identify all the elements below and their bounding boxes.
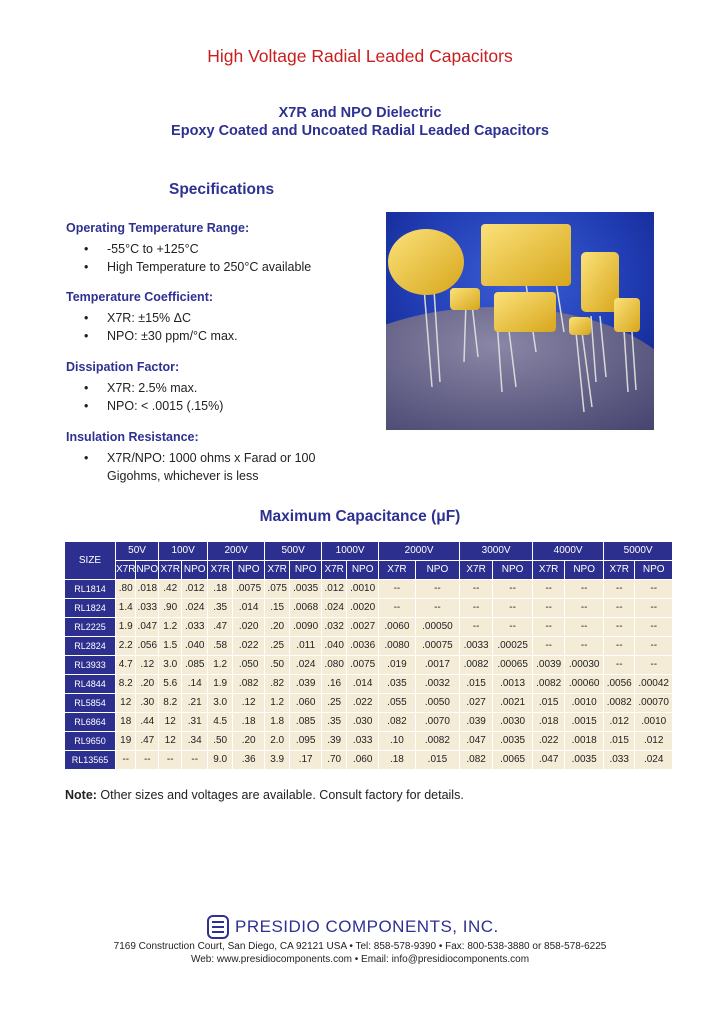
- capacitance-cell: .030: [347, 713, 379, 732]
- size-header: SIZE: [65, 542, 116, 580]
- dielectric-header: NPO: [347, 561, 379, 580]
- capacitance-cell: .012: [182, 580, 208, 599]
- capacitance-cell: .014: [233, 599, 265, 618]
- capacitance-cell: .17: [290, 751, 322, 770]
- dielectric-header-row: [65, 561, 673, 580]
- list-item: • X7R: ±15% ΔC: [66, 309, 238, 327]
- capacitance-cell: --: [565, 618, 604, 637]
- capacitance-cell: --: [604, 599, 635, 618]
- capacitance-cell: .024: [290, 656, 322, 675]
- table-row: [65, 580, 673, 599]
- list-item: • High Temperature to 250°C available: [66, 258, 311, 276]
- capacitance-cell: 12: [159, 713, 182, 732]
- capacitance-cell: .027: [460, 694, 493, 713]
- capacitance-cell: .00060: [565, 675, 604, 694]
- capacitance-cell: .34: [182, 732, 208, 751]
- voltage-header-row: [65, 542, 673, 561]
- capacitance-cell: .0013: [493, 675, 533, 694]
- table-row: [65, 675, 673, 694]
- capacitance-cell: .00070: [635, 694, 673, 713]
- capacitance-cell: .36: [233, 751, 265, 770]
- capacitor-product-photo: [386, 212, 654, 430]
- capacitance-cell: --: [533, 618, 565, 637]
- capacitance-cell: 19: [116, 732, 136, 751]
- capacitance-cell: 1.8: [265, 713, 290, 732]
- capacitance-cell: .060: [347, 751, 379, 770]
- address-line: 7169 Construction Court, San Diego, CA 92121 USA • Tel: 858-578-9390 • Fax: 800-538-3880 or 858-578-6225: [113, 941, 607, 952]
- capacitance-cell: .033: [182, 618, 208, 637]
- voltage-header: 50V: [116, 542, 159, 561]
- capacitance-cell: .80: [116, 580, 136, 599]
- subtitle-capacitors: Epoxy Coated and Uncoated Radial Leaded Capacitors: [171, 123, 549, 139]
- capacitance-cell: .0015: [565, 713, 604, 732]
- capacitance-cell: --: [604, 580, 635, 599]
- capacitance-cell: .0010: [347, 580, 379, 599]
- list-item: • NPO: ±30 ppm/°C max.: [66, 327, 238, 345]
- capacitance-cell: 12: [116, 694, 136, 713]
- capacitance-cell: 1.2: [265, 694, 290, 713]
- table-row: [65, 751, 673, 770]
- voltage-header: 4000V: [533, 542, 604, 561]
- capacitance-cell: .00042: [635, 675, 673, 694]
- dielectric-header: X7R: [379, 561, 416, 580]
- capacitance-cell: .20: [233, 732, 265, 751]
- capacitance-cell: .50: [208, 732, 233, 751]
- capacitance-cell: .050: [233, 656, 265, 675]
- dielectric-header: NPO: [493, 561, 533, 580]
- capacitance-cell: .0082: [415, 732, 459, 751]
- capacitance-cell: .35: [208, 599, 233, 618]
- dielectric-header: X7R: [208, 561, 233, 580]
- capacitance-cell: 3.9: [265, 751, 290, 770]
- capacitance-cell: .012: [635, 732, 673, 751]
- capacitance-cell: .0090: [290, 618, 322, 637]
- dielectric-header: X7R: [322, 561, 347, 580]
- capacitance-cell: .0082: [460, 656, 493, 675]
- capacitance-cell: 1.5: [159, 637, 182, 656]
- capacitance-cell: .0021: [493, 694, 533, 713]
- capacitance-cell: .21: [182, 694, 208, 713]
- capacitance-cell: 1.2: [159, 618, 182, 637]
- capacitance-cell: .18: [233, 713, 265, 732]
- capacitance-cell: .014: [347, 675, 379, 694]
- capacitance-cell: .18: [379, 751, 416, 770]
- dielectric-header: NPO: [415, 561, 459, 580]
- capacitance-cell: .060: [290, 694, 322, 713]
- capacitance-cell: .082: [233, 675, 265, 694]
- voltage-header: 100V: [159, 542, 208, 561]
- table-row: [65, 618, 673, 637]
- capacitance-cell: .31: [182, 713, 208, 732]
- capacitance-cell: .0039: [533, 656, 565, 675]
- capacitance-cell: .25: [265, 637, 290, 656]
- capacitance-cell: .020: [233, 618, 265, 637]
- capacitance-cell: .58: [208, 637, 233, 656]
- capacitance-cell: .0032: [415, 675, 459, 694]
- capacitance-cell: --: [182, 751, 208, 770]
- capacitance-cell: 3.0: [208, 694, 233, 713]
- capacitance-cell: .42: [159, 580, 182, 599]
- capacitance-cell: .50: [265, 656, 290, 675]
- capacitance-cell: .015: [533, 694, 565, 713]
- capacitance-cell: .0070: [415, 713, 459, 732]
- capacitance-cell: .024: [635, 751, 673, 770]
- capacitance-cell: .90: [159, 599, 182, 618]
- presidio-logo-icon: [207, 915, 229, 939]
- list-item: • X7R: 2.5% max.: [66, 379, 223, 397]
- size-cell: RL1824: [65, 599, 116, 618]
- capacitance-cell: --: [604, 618, 635, 637]
- capacitance-cell: .0010: [565, 694, 604, 713]
- capacitance-cell: .012: [322, 580, 347, 599]
- capacitance-cell: .0060: [379, 618, 416, 637]
- capacitance-cell: .14: [182, 675, 208, 694]
- specifications-heading: Specifications: [169, 181, 275, 198]
- size-cell: RL13565: [65, 751, 116, 770]
- capacitance-cell: .018: [136, 580, 159, 599]
- voltage-header: 2000V: [379, 542, 460, 561]
- capacitance-cell: --: [493, 599, 533, 618]
- size-cell: RL6864: [65, 713, 116, 732]
- capacitance-cell: --: [159, 751, 182, 770]
- dielectric-header: NPO: [182, 561, 208, 580]
- capacitance-cell: .0082: [604, 694, 635, 713]
- capacitance-cell: .44: [136, 713, 159, 732]
- capacitance-cell: .0065: [493, 751, 533, 770]
- dissipation-factor-heading: Dissipation Factor:: [66, 360, 180, 374]
- size-cell: RL9650: [65, 732, 116, 751]
- capacitance-cell: .70: [322, 751, 347, 770]
- capacitance-cell: --: [635, 580, 673, 599]
- capacitance-cell: 8.2: [116, 675, 136, 694]
- capacitance-cell: .0080: [379, 637, 416, 656]
- capacitance-cell: .0020: [347, 599, 379, 618]
- capacitance-cell: .15: [265, 599, 290, 618]
- size-cell: RL2824: [65, 637, 116, 656]
- capacitance-cell: 1.9: [208, 675, 233, 694]
- capacitance-table: [64, 541, 673, 770]
- capacitance-cell: .0082: [533, 675, 565, 694]
- capacitance-cell: .00050: [415, 618, 459, 637]
- capacitance-cell: .085: [290, 713, 322, 732]
- temperature-coefficient-heading: Temperature Coefficient:: [66, 290, 214, 304]
- capacitance-cell: 1.4: [116, 599, 136, 618]
- capacitance-cell: .082: [379, 713, 416, 732]
- capacitance-cell: --: [565, 580, 604, 599]
- capacitance-cell: .095: [290, 732, 322, 751]
- capacitance-cell: .047: [533, 751, 565, 770]
- table-row: [65, 713, 673, 732]
- capacitance-cell: .20: [265, 618, 290, 637]
- size-cell: RL3933: [65, 656, 116, 675]
- table-row: [65, 637, 673, 656]
- capacitance-cell: .0018: [565, 732, 604, 751]
- capacitance-cell: 1.2: [208, 656, 233, 675]
- note: [65, 788, 464, 802]
- capacitance-cell: 5.6: [159, 675, 182, 694]
- capacitance-cell: .047: [136, 618, 159, 637]
- subtitle-dielectric: X7R and NPO Dielectric: [278, 105, 442, 121]
- note-text: Other sizes and voltages are available. Consult factory for details.: [96, 788, 464, 802]
- capacitance-cell: --: [379, 599, 416, 618]
- dielectric-header: X7R: [265, 561, 290, 580]
- capacitance-cell: .00030: [565, 656, 604, 675]
- capacitors-illustration: [386, 212, 654, 430]
- dielectric-header: X7R: [533, 561, 565, 580]
- capacitance-cell: --: [379, 580, 416, 599]
- table-row: [65, 732, 673, 751]
- capacitance-cell: .0033: [460, 637, 493, 656]
- capacitance-cell: 3.0: [159, 656, 182, 675]
- operating-temperature-heading: Operating Temperature Range:: [66, 221, 250, 235]
- capacitance-cell: --: [635, 618, 673, 637]
- capacitance-cell: 2.0: [265, 732, 290, 751]
- capacitance-cell: --: [565, 599, 604, 618]
- dielectric-header: X7R: [460, 561, 493, 580]
- capacitance-cell: .011: [290, 637, 322, 656]
- capacitance-cell: .056: [136, 637, 159, 656]
- dielectric-header: NPO: [290, 561, 322, 580]
- capacitance-cell: .015: [460, 675, 493, 694]
- voltage-header: 200V: [208, 542, 265, 561]
- capacitance-cell: 18: [116, 713, 136, 732]
- capacitance-cell: 12: [159, 732, 182, 751]
- capacitance-cell: .022: [347, 694, 379, 713]
- capacitance-cell: --: [415, 599, 459, 618]
- capacitance-cell: --: [493, 580, 533, 599]
- dielectric-header: NPO: [635, 561, 673, 580]
- dielectric-header: X7R: [116, 561, 136, 580]
- capacitance-cell: .033: [604, 751, 635, 770]
- capacitance-cell: 9.0: [208, 751, 233, 770]
- capacitance-cell: .055: [379, 694, 416, 713]
- capacitance-cell: --: [460, 599, 493, 618]
- capacitance-cell: .0068: [290, 599, 322, 618]
- company-logo: [207, 914, 499, 940]
- capacitance-cell: --: [493, 618, 533, 637]
- dielectric-header: NPO: [136, 561, 159, 580]
- note-label: Note:: [65, 788, 97, 802]
- capacitance-cell: .00025: [493, 637, 533, 656]
- capacitance-cell: .085: [182, 656, 208, 675]
- operating-temperature-list: [66, 240, 311, 276]
- capacitance-cell: .0050: [415, 694, 459, 713]
- capacitance-cell: --: [565, 637, 604, 656]
- capacitance-cell: .035: [379, 675, 416, 694]
- company-name: PRESIDIO COMPONENTS, INC.: [235, 917, 499, 936]
- capacitance-cell: --: [533, 599, 565, 618]
- capacitance-cell: --: [116, 751, 136, 770]
- capacitance-cell: --: [635, 656, 673, 675]
- size-cell: RL2225: [65, 618, 116, 637]
- capacitance-cell: .25: [322, 694, 347, 713]
- size-cell: RL5854: [65, 694, 116, 713]
- dissipation-factor-list: [66, 379, 223, 415]
- capacitance-cell: --: [635, 599, 673, 618]
- size-cell: RL1814: [65, 580, 116, 599]
- capacitance-cell: .18: [208, 580, 233, 599]
- capacitance-cell: .0075: [347, 656, 379, 675]
- capacitance-cell: .075: [265, 580, 290, 599]
- dielectric-header: X7R: [604, 561, 635, 580]
- capacitance-cell: --: [415, 580, 459, 599]
- capacitance-cell: .16: [322, 675, 347, 694]
- capacitance-cell: --: [635, 637, 673, 656]
- capacitance-cell: .022: [533, 732, 565, 751]
- capacitance-cell: .0030: [493, 713, 533, 732]
- insulation-resistance-heading: Insulation Resistance:: [66, 430, 199, 444]
- temperature-coefficient-list: [66, 309, 238, 345]
- table-title: Maximum Capacitance (μF): [259, 508, 461, 525]
- capacitance-cell: --: [604, 637, 635, 656]
- list-item: • X7R/NPO: 1000 ohms x Farad or 100 Gigohms, whichever is less: [66, 449, 366, 485]
- dielectric-header: NPO: [233, 561, 265, 580]
- table-row: [65, 599, 673, 618]
- capacitance-cell: .12: [136, 656, 159, 675]
- capacitance-cell: .019: [379, 656, 416, 675]
- capacitance-cell: .47: [208, 618, 233, 637]
- voltage-header: 3000V: [460, 542, 533, 561]
- capacitance-cell: .024: [182, 599, 208, 618]
- capacitance-cell: .47: [136, 732, 159, 751]
- list-item: • -55°C to +125°C: [66, 240, 311, 258]
- capacitance-cell: .015: [415, 751, 459, 770]
- capacitance-cell: --: [533, 580, 565, 599]
- capacitance-cell: .040: [182, 637, 208, 656]
- capacitance-cell: .047: [460, 732, 493, 751]
- capacitance-cell: .35: [322, 713, 347, 732]
- capacitance-cell: --: [136, 751, 159, 770]
- capacitance-cell: .12: [233, 694, 265, 713]
- capacitance-cell: .0010: [635, 713, 673, 732]
- insulation-resistance-list: [66, 449, 366, 485]
- page-title: High Voltage Radial Leaded Capacitors: [207, 46, 513, 66]
- capacitance-cell: .82: [265, 675, 290, 694]
- voltage-header: 500V: [265, 542, 322, 561]
- size-cell: RL4844: [65, 675, 116, 694]
- table-row: [65, 694, 673, 713]
- web-line: Web: www.presidiocomponents.com • Email: info@presidiocomponents.com: [190, 954, 530, 965]
- capacitance-cell: .30: [136, 694, 159, 713]
- capacitance-cell: .39: [322, 732, 347, 751]
- capacitance-cell: .018: [533, 713, 565, 732]
- list-item: • NPO: < .0015 (.15%): [66, 397, 223, 415]
- dielectric-header: X7R: [159, 561, 182, 580]
- capacitance-cell: 4.7: [116, 656, 136, 675]
- capacitance-cell: --: [460, 618, 493, 637]
- capacitance-cell: .015: [604, 732, 635, 751]
- capacitance-cell: .033: [136, 599, 159, 618]
- voltage-header: 5000V: [604, 542, 673, 561]
- capacitance-cell: --: [533, 637, 565, 656]
- capacitance-cell: .082: [460, 751, 493, 770]
- capacitance-cell: .0035: [565, 751, 604, 770]
- capacitance-cell: --: [604, 656, 635, 675]
- capacitance-cell: .0035: [493, 732, 533, 751]
- capacitance-cell: 2.2: [116, 637, 136, 656]
- table-row: [65, 656, 673, 675]
- capacitance-cell: .00075: [415, 637, 459, 656]
- capacitance-cell: .080: [322, 656, 347, 675]
- capacitance-cell: --: [460, 580, 493, 599]
- capacitance-cell: .040: [322, 637, 347, 656]
- capacitance-cell: .0036: [347, 637, 379, 656]
- capacitance-cell: .012: [604, 713, 635, 732]
- capacitance-cell: .00065: [493, 656, 533, 675]
- capacitance-cell: .032: [322, 618, 347, 637]
- capacitance-cell: .0027: [347, 618, 379, 637]
- capacitance-cell: .0056: [604, 675, 635, 694]
- capacitance-cell: .0035: [290, 580, 322, 599]
- dielectric-header: NPO: [565, 561, 604, 580]
- capacitance-cell: 8.2: [159, 694, 182, 713]
- capacitance-cell: .0017: [415, 656, 459, 675]
- capacitance-cell: 4.5: [208, 713, 233, 732]
- capacitance-cell: 1.9: [116, 618, 136, 637]
- capacitance-cell: .0075: [233, 580, 265, 599]
- capacitance-cell: .20: [136, 675, 159, 694]
- capacitance-cell: .022: [233, 637, 265, 656]
- capacitance-table-body: [65, 580, 673, 770]
- capacitance-cell: .10: [379, 732, 416, 751]
- capacitance-cell: .024: [322, 599, 347, 618]
- capacitance-cell: .033: [347, 732, 379, 751]
- capacitance-cell: .039: [290, 675, 322, 694]
- capacitance-cell: .039: [460, 713, 493, 732]
- voltage-header: 1000V: [322, 542, 379, 561]
